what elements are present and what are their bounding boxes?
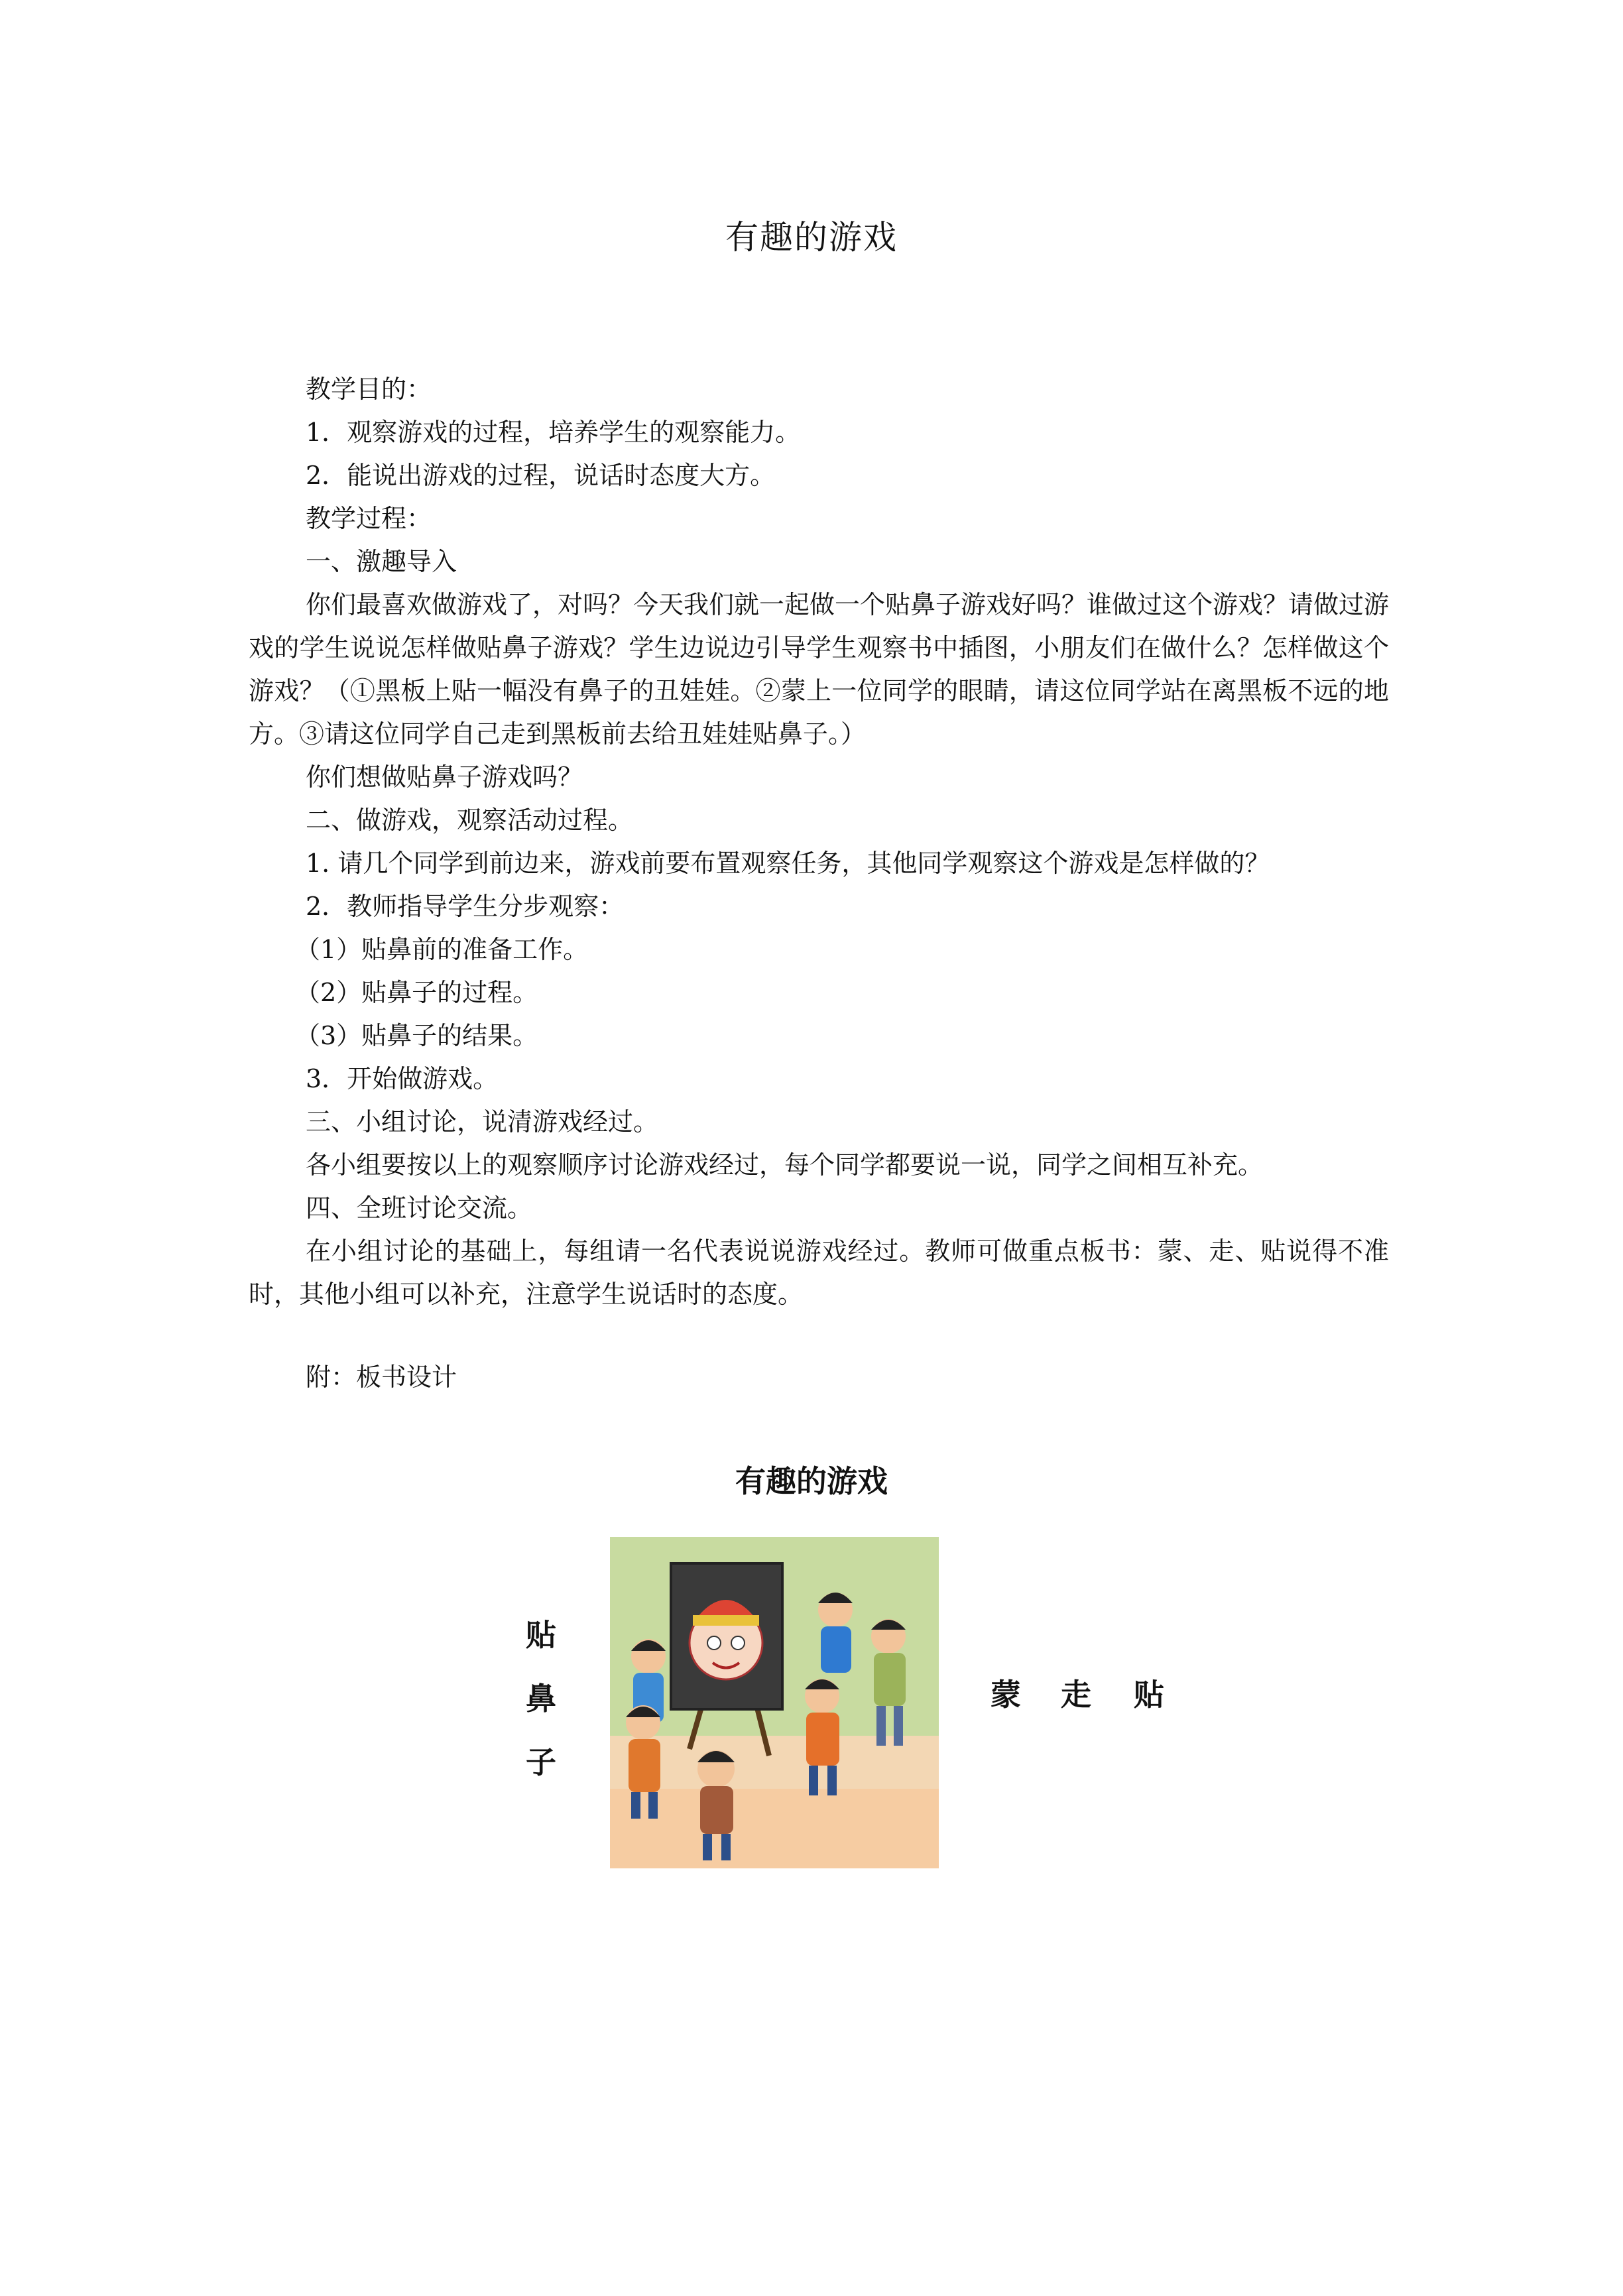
board-title: 有趣的游戏 [735, 1463, 888, 1499]
paragraph: 1. 请几个同学到前边来，游戏前要布置观察任务，其他同学观察这个游戏是怎样做的？ [306, 849, 1270, 878]
paragraph: （2）贴鼻子的过程。 [295, 978, 538, 1007]
paragraph: 1．观察游戏的过程，培养学生的观察能力。 [306, 418, 801, 447]
paragraph: （1）贴鼻前的准备工作。 [295, 935, 589, 964]
board-left-char: 贴 [526, 1617, 556, 1653]
paragraph: 一、激趣导入 [306, 547, 457, 576]
page-title: 有趣的游戏 [725, 218, 898, 257]
paragraph: 你们最喜欢做游戏了，对吗？今天我们就一起做一个贴鼻子游戏好吗？谁做过这个游戏？请做过游戏的学生说说怎样做贴鼻子游戏？学生边说边引导学生观察书中插图，小朋友们在做什么？怎样做这个游戏？（①黑板上贴一幅没有鼻子的丑娃娃。②蒙上一位同学的眼睛，请这位同学站在离黑板不远的地方。③请这位同学自己走到黑板前去给丑娃娃贴鼻子。） [249, 590, 1390, 749]
paragraph: 在小组讨论的基础上，每组请一名代表说说游戏经过。教师可做重点板书：蒙、走、贴说得不准时，其他小组可以补充，注意学生说话时的态度。 [249, 1237, 1389, 1309]
paragraph: 教学目的： [306, 375, 432, 404]
paragraph: 2．能说出游戏的过程，说话时态度大方。 [306, 461, 776, 490]
board-left-column [521, 1603, 561, 1794]
paragraph: 教学过程： [306, 504, 432, 533]
paragraph: 二、做游戏，观察活动过程。 [306, 806, 634, 835]
paragraph: 四、全班讨论交流。 [306, 1193, 533, 1223]
paragraph: 3．开始做游戏。 [306, 1064, 499, 1093]
game-illustration [610, 1537, 939, 1868]
board-right-char: 走 [1061, 1677, 1091, 1713]
board-right-char: 贴 [1134, 1677, 1164, 1713]
paragraph: 附：板书设计 [306, 1362, 457, 1392]
paragraph: （3）贴鼻子的结果。 [295, 1021, 538, 1050]
lesson-body [249, 368, 1389, 1399]
board-left-char: 子 [526, 1744, 556, 1780]
paragraph: 你们想做贴鼻子游戏吗？ [306, 762, 583, 792]
paragraph: 三、小组讨论，说清游戏经过。 [306, 1107, 659, 1136]
paragraph: 2．教师指导学生分步观察： [306, 892, 625, 921]
board-right-char: 蒙 [991, 1677, 1021, 1713]
paragraph: 各小组要按以上的观察顺序讨论游戏经过，每个同学都要说一说，同学之间相互补充。 [306, 1150, 1264, 1179]
board-left-char: 鼻 [526, 1681, 556, 1717]
